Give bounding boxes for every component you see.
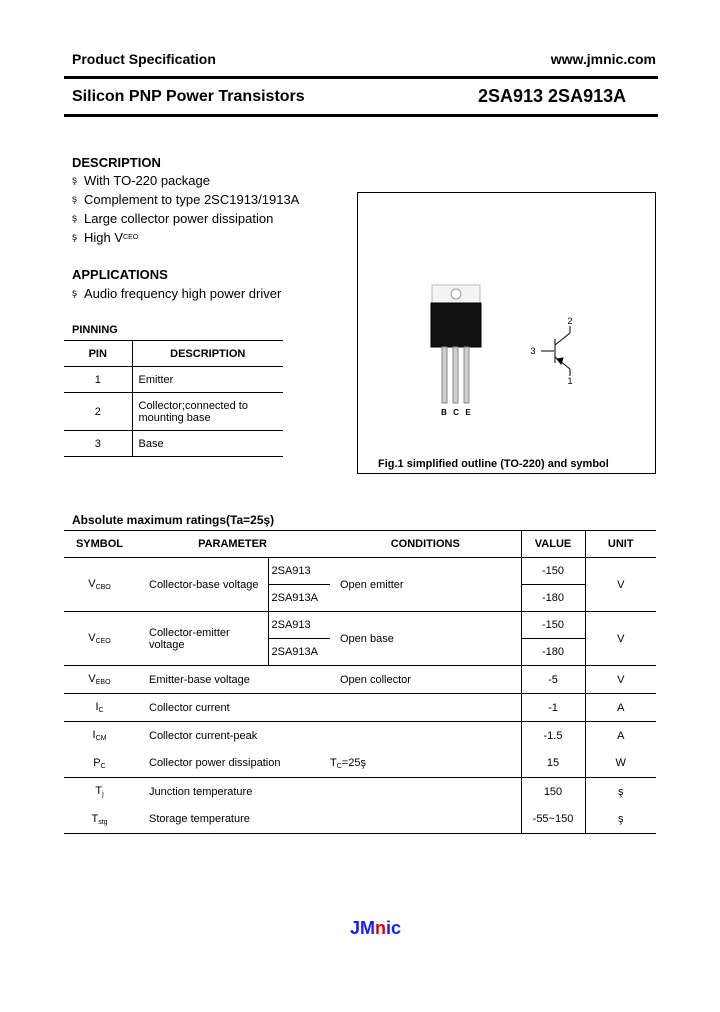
parameter-header: PARAMETER (135, 531, 330, 558)
description-title: DESCRIPTION (72, 155, 161, 170)
pnp-symbol-icon (541, 326, 570, 376)
table-row: $P_C$ Collector power dissipation $T_C=25ş$ 15 W (64, 750, 656, 778)
list-item: ş With TO-220 package (72, 173, 210, 188)
symbol-pin-3: 3 (530, 346, 536, 356)
table-row: $T_{stg}$ Storage temperature -55~150 ş (64, 806, 656, 834)
ratings-title: Absolute maximum ratings(Ta=25ş) (72, 513, 275, 527)
bullet-icon: ş (72, 232, 77, 243)
conditions-header: CONDITIONS (330, 531, 521, 558)
symbol-pin-2: 2 (567, 316, 573, 326)
applications-title: APPLICATIONS (72, 267, 168, 282)
lead-label-e: E (465, 408, 471, 417)
figure-box (357, 192, 656, 474)
table-row: $I_{CM}$ Collector current-peak -1.5 A (64, 722, 656, 750)
header-left: Product Specification (72, 51, 216, 67)
part-number: 2SA913 2SA913A (478, 86, 627, 106)
table-row: 2 Collector;connected to mounting base (64, 393, 283, 431)
header-rule (64, 76, 658, 79)
ratings-table (64, 530, 656, 834)
list-item: ş High V CEO (72, 230, 139, 245)
bullet-icon: ş (72, 288, 77, 299)
header-url[interactable]: www.jmnic.com (550, 51, 656, 67)
table-row: 2SA913A -180 (64, 585, 656, 612)
list-item: ş Complement to type 2SC1913/1913A (72, 192, 300, 207)
lead-label-c: C (453, 408, 459, 417)
table-row: $V_{CEO}$ Collector-emitter voltage 2SA913 Open base -150 V (64, 612, 656, 639)
pinning-table (64, 340, 283, 457)
bullet-icon: ş (72, 194, 77, 205)
list-item: ş Large collector power dissipation (72, 211, 274, 226)
value-header: VALUE (521, 531, 585, 558)
pinning-title: PINNING (72, 324, 118, 336)
applications-list (72, 284, 281, 303)
table-row: $I_C$ Collector current -1 A (64, 694, 656, 722)
table-row: 3 Base (64, 431, 283, 457)
table-row: $V_{CBO}$ Collector-base voltage 2SA913 Open emitter -150 V (64, 558, 656, 585)
desc-header: DESCRIPTION (132, 341, 283, 367)
doc-title: Silicon PNP Power Transistors (72, 88, 305, 105)
table-row: $V_{EBO}$ Emitter-base voltage Open collector -5 V (64, 666, 656, 694)
symbol-header: SYMBOL (64, 531, 135, 558)
jmnic-logo: JMnic (350, 918, 402, 938)
bullet-icon: ş (72, 213, 77, 224)
figure-caption: Fig.1 simplified outline (TO-220) and symbol (378, 458, 609, 470)
pin-header: PIN (64, 341, 132, 367)
table-row: $T_j$ Junction temperature 150 ş (64, 778, 656, 806)
table-row: 2SA913A -180 (64, 639, 656, 666)
unit-header: UNIT (585, 531, 656, 558)
description-list (72, 171, 299, 247)
list-item: ş Audio frequency high power driver (72, 286, 282, 301)
table-row: 1 Emitter (64, 367, 283, 393)
lead-label-b: B (441, 408, 447, 417)
bullet-icon: ş (72, 175, 77, 186)
to220-outline-image (358, 193, 655, 473)
title-rule (64, 114, 658, 117)
symbol-pin-1: 1 (567, 376, 573, 386)
